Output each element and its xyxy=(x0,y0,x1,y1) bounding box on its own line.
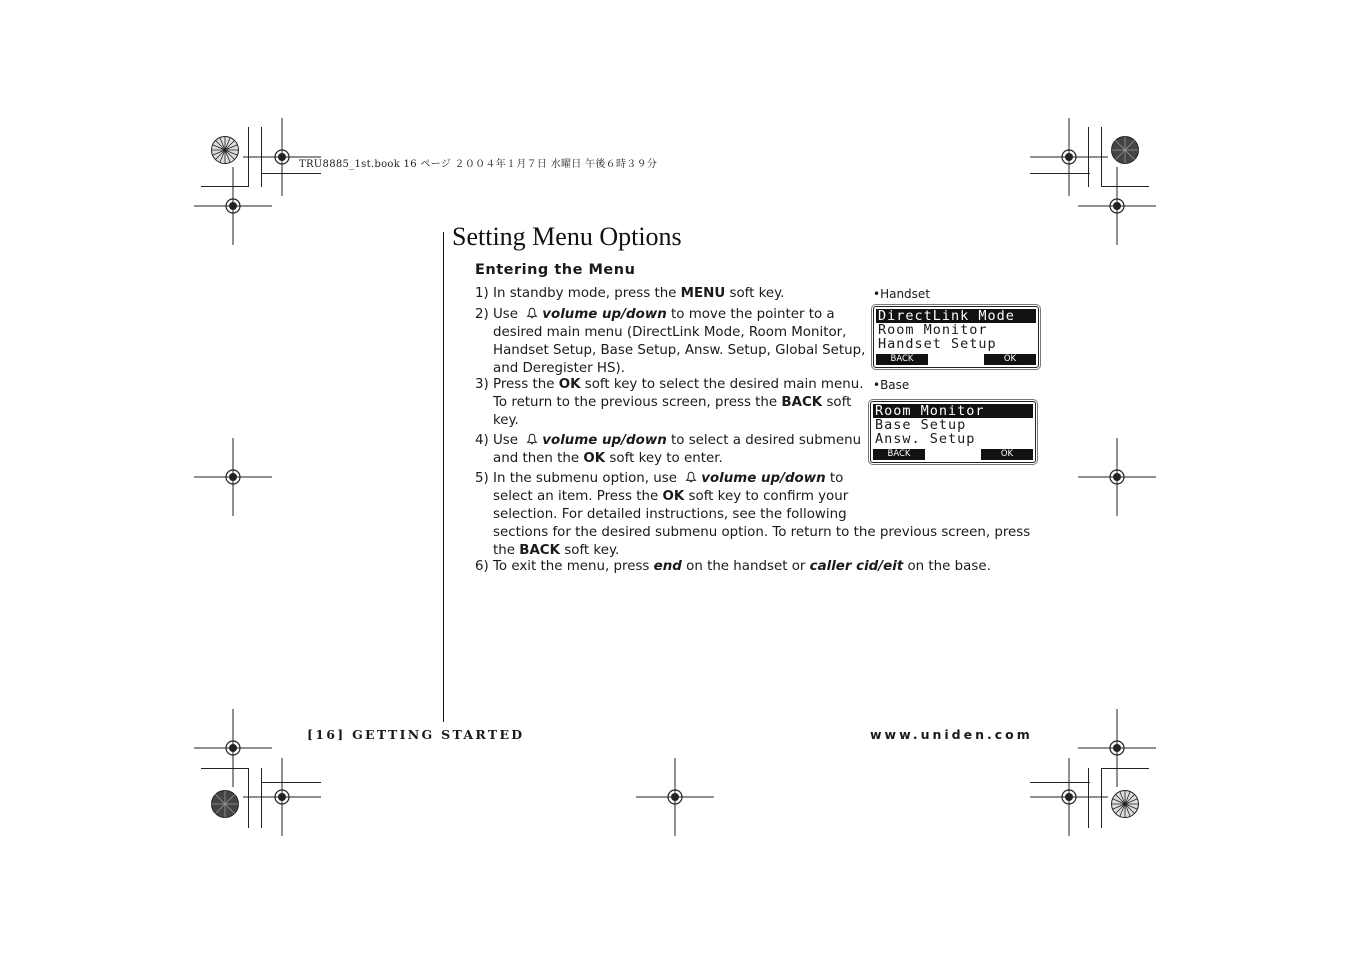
key-name: BACK xyxy=(519,542,561,558)
step-line xyxy=(493,285,784,303)
registration-mark-icon xyxy=(243,758,321,836)
step-text: to select a desired submenu xyxy=(666,433,862,448)
margin-rule xyxy=(443,232,444,722)
back-softkey: BACK xyxy=(876,354,928,365)
key-name: BACK xyxy=(781,394,823,410)
key-name: volume up/down xyxy=(542,433,667,448)
step-body xyxy=(493,306,865,378)
step-number: 6) xyxy=(475,559,489,574)
key-name: OK xyxy=(662,488,685,504)
registration-mark-icon xyxy=(194,438,272,516)
step-text: on the base. xyxy=(903,559,991,574)
registration-mark-icon xyxy=(1078,438,1156,516)
step-text: Press the xyxy=(493,377,559,392)
step-text: soft key to confirm your xyxy=(684,488,849,504)
step-text: Use xyxy=(493,307,523,322)
base-lcd-screen xyxy=(870,401,1036,463)
step-text: soft key to enter. xyxy=(605,450,723,466)
step-text: soft key. xyxy=(560,542,620,558)
bell-icon xyxy=(685,471,697,483)
step-line xyxy=(493,524,1030,542)
step-text: select an item. Press the xyxy=(493,488,663,504)
step-text: In the submenu option, use xyxy=(493,471,682,486)
step-text: on the handset or xyxy=(681,559,810,574)
key-name: volume up/down xyxy=(701,471,826,486)
key-name: OK xyxy=(583,450,606,466)
step-text: soft key. xyxy=(725,286,785,301)
page-title: Setting Menu Options xyxy=(452,222,682,251)
ok-softkey: OK xyxy=(981,449,1033,460)
step-text: To return to the previous screen, press the xyxy=(493,394,782,410)
step-text: sections for the desired submenu option. To return to the previous screen, press xyxy=(493,524,1031,540)
step-text: soft key to select the desired main menu. xyxy=(580,377,864,392)
lcd-row: Base Setup xyxy=(875,418,967,432)
key-name: volume up/down xyxy=(542,307,667,322)
step-number: 4) xyxy=(475,433,489,448)
page-footer-url: www.uniden.com xyxy=(870,727,1033,742)
step-line xyxy=(493,488,1030,506)
step-line xyxy=(493,558,991,576)
step-text: the xyxy=(493,542,520,558)
step-number: 2) xyxy=(475,307,489,322)
step-line xyxy=(493,470,1030,488)
back-softkey: BACK xyxy=(873,449,925,460)
lcd-row: Room Monitor xyxy=(878,323,988,337)
step-body xyxy=(493,432,861,468)
step-text: soft xyxy=(822,394,852,410)
key-name: end xyxy=(653,559,682,574)
step-body xyxy=(493,558,991,576)
step-body xyxy=(493,470,1030,560)
lcd-row-selected: Room Monitor xyxy=(873,404,1033,418)
step-text: Use xyxy=(493,433,523,448)
step-line xyxy=(493,306,865,324)
lcd-row: Handset Setup xyxy=(878,337,997,351)
step-body xyxy=(493,285,784,303)
sunburst-target-icon xyxy=(1110,789,1140,819)
step-line xyxy=(493,360,865,378)
file-info-header: TRU8885_1st.book 16 ページ ２００４年１月７日 水曜日 午後６時３９分 xyxy=(299,159,658,170)
step-text: desired main menu (DirectLink Mode, Room Monitor, xyxy=(493,324,847,340)
step-number: 3) xyxy=(475,377,489,392)
bell-icon xyxy=(526,307,538,319)
key-name: MENU xyxy=(680,286,726,301)
step-text: to xyxy=(825,471,844,486)
step-text: and then the xyxy=(493,450,584,466)
section-title: Entering the Menu xyxy=(475,262,636,278)
lcd-row-selected: DirectLink Mode xyxy=(876,309,1036,323)
step-text: Handset Setup, Base Setup, Answ. Setup, Global Setup, xyxy=(493,342,866,358)
ok-softkey: OK xyxy=(984,354,1036,365)
step-line xyxy=(493,506,1030,524)
step-line xyxy=(493,324,865,342)
step-number: 1) xyxy=(475,286,489,301)
step-line xyxy=(493,412,863,430)
step-line xyxy=(493,432,861,450)
step-text: and Deregister HS). xyxy=(493,360,625,376)
step-text: selection. For detailed instructions, see the following xyxy=(493,506,847,522)
step-text: key. xyxy=(493,412,519,428)
sunburst-target-icon xyxy=(210,135,240,165)
base-screen-label: •Base xyxy=(873,378,910,392)
registration-mark-icon xyxy=(636,758,714,836)
step-text: to move the pointer to a xyxy=(666,307,835,322)
step-body xyxy=(493,376,863,430)
key-name: OK xyxy=(558,377,581,392)
page-footer-section: [16] GETTING STARTED xyxy=(307,727,525,742)
step-line xyxy=(493,394,863,412)
step-text: To exit the menu, press xyxy=(493,559,654,574)
handset-screen-label: •Handset xyxy=(873,287,931,301)
lcd-row: Answ. Setup xyxy=(875,432,976,446)
step-text: In standby mode, press the xyxy=(493,286,681,301)
key-name: caller cid/eit xyxy=(809,559,904,574)
bell-icon xyxy=(526,433,538,445)
step-line xyxy=(493,342,865,360)
sunburst-target-icon xyxy=(210,789,240,819)
registration-mark-icon xyxy=(194,167,272,245)
step-line xyxy=(493,376,863,394)
step-number: 5) xyxy=(475,471,489,486)
step-line xyxy=(493,450,861,468)
step-line xyxy=(493,542,1030,560)
sunburst-target-icon xyxy=(1110,135,1140,165)
registration-mark-icon xyxy=(1030,758,1108,836)
registration-mark-icon xyxy=(1078,167,1156,245)
handset-lcd-screen xyxy=(873,306,1039,368)
